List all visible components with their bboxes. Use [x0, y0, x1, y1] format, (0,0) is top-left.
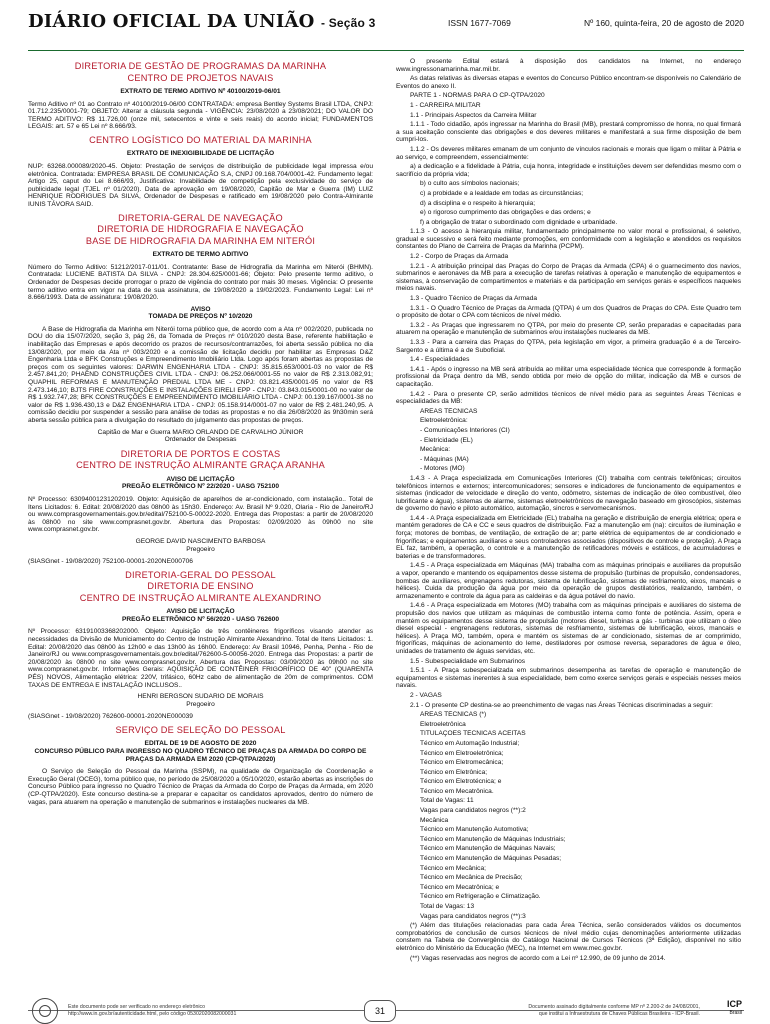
- edital-paragraph: 1.3 - Quadro Técnico de Praças da Armada: [410, 295, 538, 303]
- edital-paragraph: 1.4.4 - A Praça especializada em Eletricidade (EL) trabalha na geração e distribuição de energia elétrica; opera e mantém geradores de CA e CC e seus quadros de distribuição. Faz a manutenção em (na): circuitos de iluminação e força; motores de bombas, de ventilação, de extração de ar; parte elétrica de equipamentos de ar condicionado e frigoríficas; e equipamentos auxiliares e seus controladores associados (dispositivos de controle e proteção). A Praça EL faz, também, a operação, o controle e a manutenção de retificadores móveis e estáticos, de acumuladores e baterias e de transformadores.: [396, 514, 741, 560]
- logo-text: ICP: [726, 999, 742, 1009]
- notice-title: [28, 476, 373, 491]
- notice-text: Nº Processo: 63191003368202000. Objeto: Aquisição de três contêineres frigoríficos visando atender as necessidades da Divisão de Municiamento do Centro de Instrução Almirante Alexandrino. Total de Itens Licitados: 1. Edital: 20/08/2020 das 08h00 às 12h00 e das 13h00 às 16h00. Endereço: Av Brasil 10946, Penha, Penha - Rio de Janeiro/RJ ou www.comprasgovernamentais.gov.br/edital/762600-5-00056-2020. Entrega das Propostas: a partir de 20/08/2020 às 08h00 no site www.comprasnet.gov.br. Abertura das Propostas: 03/09/2020 às 09h00 no site www.comprasnet.gov.br. Informações Gerais: AQUISIÇÃO DE CONTÊINER FRIGORÍFICO DE 40" (QUARENTA PÉS) NOVOS, Alimentação elétrica: 220V, trifásico, 60Hz cabo de alimentação de 20m de comprimentos. COM TAXAS DE ENTREGA E INSTALAÇÃO INCLUSOS..: [28, 628, 373, 689]
- block-ciaga: [28, 449, 373, 566]
- org-heading: [28, 449, 373, 472]
- block-bhmn: [28, 213, 373, 302]
- edital-paragraph: Técnico em Manutenção de Máquinas Navais;: [420, 845, 556, 853]
- left-column: [28, 58, 373, 988]
- edital-paragraph: As datas relativas às diversas etapas e eventos do Concurso Público encontram-se disponíveis no Calendário de Eventos do anexo II.: [396, 75, 741, 90]
- title-line: PREGÃO ELETRÔNICO Nº 56/2020 - UASG 762600: [121, 615, 280, 623]
- edital-paragraph: Técnico em Mecânica de Precisão;: [420, 874, 523, 882]
- edital-paragraph: 1.4 - Especialidades: [410, 356, 470, 364]
- edital-paragraph: O presente Edital estará à disposição dos candidatos na Internet, no endereço www.ingressonamarinha.mar.mil.br.: [396, 58, 741, 73]
- edital-paragraph: f) a obrigação de tratar o subordinado com dignidade e urbanidade.: [420, 218, 618, 226]
- edital-paragraph: - Máquinas (MA): [420, 455, 469, 463]
- notice-title: EXTRATO DE TERMO ADITIVO: [152, 251, 249, 259]
- edital-paragraph: Mecânica: [420, 816, 449, 824]
- edital-paragraph: Técnico em Mecatrônica.: [420, 787, 494, 795]
- org-heading: [28, 213, 373, 248]
- edital-paragraph: a) a dedicação e a fidelidade à Pátria, cuja honra, integridade e instituições devem ser defendidas mesmo com o sacrifício da própria vida;: [396, 163, 741, 178]
- edital-paragraph: - Comunicações Interiores (CI): [420, 426, 510, 434]
- org-heading: SERVIÇO DE SELEÇÃO DO PESSOAL: [115, 724, 286, 735]
- edital-paragraph: Técnico em Eletrotécnica; e: [420, 778, 502, 786]
- edital-paragraph: Técnico em Manutenção de Máquinas Pesadas;: [420, 855, 562, 863]
- edital-paragraph: ÁREAS TÉCNICAS (*): [420, 711, 487, 719]
- edital-paragraph: 1.5 - Subespecialidade em Submarinos: [410, 657, 526, 665]
- block-ciaa: [28, 570, 373, 721]
- edital-paragraph: 2.1 - O presente CP destina-se ao preenchimento de vagas nas Áreas Técnicas discriminadas a seguir:: [410, 701, 713, 709]
- edital-paragraph: Técnico em Eletrônica;: [420, 768, 488, 776]
- edital-paragraph: 1.4.2 - Para o presente CP, serão admitidos técnicos de nível médio para as seguintes Áreas Técnicas e especialidades da MB:: [396, 390, 741, 406]
- notice-text: A Base de Hidrografia da Marinha em Niterói torna público que, de acordo com a Ata nº 002/2020, publicada no DOU do dia 15/07/2020, seção 3, pág 26, da Tomada de Preços nº 010/2020 desta Base, referente habilitação e inabilitação das Empresas e após decorrido os prazos de recursos/contrarrazões, foi aberta sessão pública no dia 13/08/2020, por meio da Ata nº 003/2020 e a comissão de licitação decidiu por habilitar as Empresas D&Z Engenharia Ltda e BFK Construções e Empreendimento Imobiliário Ltda. Logo após foram abertas as propostas de preços com os seguintes valores: DARWIN ENGENHARIA LTDA - CNPJ: 35.815.653/0001-03 no valor de R$ 2.457.841,20; PHAEND CONSTRUÇÕES CIVIL LTDA - CNPJ: 06.252.066/0001-55 no valor de R$ 2.313.082,91; QUAPHIL REFORMAS E MANUTENÇÃO PREDIAL LTDA ME - CNPJ: 03.821.435/0001-95 no valor de R$ 2.473.146,10; BJTS FIRE CONSTRUÇÕES E INSTALAÇÕES EIRELI EPP - CNPJ: 03.843.015/0001-00 no valor de R$ 1.932.747,28; BFK CONSTRUÇÕES E EMPREENDIMENTO IMOBILIÁRIO LTDA - CNPJ: 00.139.167/0001-38 no valor de R$ 1.936.430,13 e D&Z ENGENHARIA LTDA - CNPJ: 05.158.914/0001-07 no valor de R$ 2.481.240,95. A comissão decidiu por suspender a sessão para análise de todas as propostas e no dia 26/08/2020 às 9h30min será aberta sessão pública para a divulgação do resultado do julgamento das propostas de preços.: [28, 325, 373, 424]
- signer-role: Ordenador de Despesas: [164, 436, 237, 444]
- edital-paragraph: 1.1.1 - Todo cidadão, após ingressar na Marinha do Brasil (MB), prestará compromisso de honra, no qual firmará a sua aceitação consciente das obrigações e dos deveres militares e manifestará a sua firme disposição de bem cumpri-los.: [396, 121, 741, 144]
- footer-verification: [68, 1004, 236, 1017]
- edital-paragraph: 1.2.1 - A atribuição principal das Praças do Corpo de Praças da Armada (CPA) é o guarnecimento dos navios, submarinos e aeronaves da MB para a execução de tarefas relativas à operação e manutenção de equipamentos e sistemas, à conservação de compartimentos e materiais e da participação em serviços gerais e específicos naqueles meios navais.: [396, 262, 741, 293]
- masthead: [28, 11, 375, 32]
- title-line: PREGÃO ELETRÔNICO Nº 22/2020 - UASG 752100: [121, 483, 280, 491]
- edital-paragraph: 1.5.1 - A Praça subespecializada em submarinos desempenha as tarefas de operação e manutenção de equipamentos e sistemas inerentes à sua especialidade, bem como exerce serviços gerais e especiais nesses meios navais.: [396, 667, 741, 690]
- block-sspm: [28, 725, 373, 806]
- edital-paragraph: 1.3.3 - Para a carreira das Praças do QTPA, pela legislação em vigor, a primeira graduação é a de Terceiro-Sargento e a última é a de Suboficial.: [396, 339, 741, 354]
- edital-paragraph: Mecânica:: [420, 446, 451, 454]
- footer-text: Documento assinado digitalmente conforme MP nº 2.200-2 de 24/08/2001,: [528, 1004, 700, 1010]
- org-line: BASE DE HIDROGRAFIA DA MARINHA EM NITERÓI: [85, 235, 316, 246]
- block-clmm: [28, 135, 373, 209]
- edital-paragraph: - Eletricidade (EL): [420, 436, 473, 444]
- edital-paragraph: (**) Vagas reservadas aos negros de acordo com a Lei nº 12.990, de 09 junho de 2014.: [410, 954, 666, 962]
- edital-paragraph: Total de Vagas: 11: [420, 797, 474, 805]
- edital-paragraph: 1.1.3 - O acesso à hierarquia militar, fundamentado principalmente no valor moral e profissional, é seletivo, gradual e sucessivo e será feito mediante promoções, em conformidade com a legislação e atendidos os requisitos constantes do Plano de Carreira de Praças da Marinha (PCPM).: [396, 228, 741, 251]
- notice-title: [28, 608, 373, 623]
- edital-paragraph: Técnico em Mecatrônica; e: [420, 883, 500, 891]
- signer-name: Capitão de Mar e Guerra MARIO ORLANDO DE CARVALHO JÚNIOR: [97, 428, 304, 436]
- title-line: TOMADA DE PREÇOS Nº 10/2020: [148, 313, 253, 321]
- org-line: DIRETORIA DE HIDROGRAFIA E NAVEGAÇÃO: [97, 224, 304, 235]
- issn: ISSN 1677-7069: [448, 18, 511, 28]
- edital-paragraph: Técnico em Manutenção Automotiva;: [420, 826, 529, 834]
- page-header: [28, 8, 744, 51]
- signer-name: HENRI BERGSON SUDARIO DE MORAIS: [137, 693, 264, 701]
- masthead-section: - Seção 3: [320, 16, 376, 30]
- edital-paragraph: Total de Vagas: 13: [420, 903, 475, 910]
- block-cpn: [28, 61, 373, 131]
- edital-paragraph: e) o rigoroso cumprimento das obrigações e das ordens; e: [420, 209, 591, 217]
- page-footer: [28, 1000, 744, 1022]
- icp-brasil-logo: [727, 1000, 742, 1018]
- edital-paragraph: - Motores (MO): [420, 465, 465, 473]
- edital-paragraph: 1.3.1 - O Quadro Técnico de Praças da Armada (QTPA) é um dos Quadros de Praças do CPA. Este Quadro tem o propósito de dotar o CPA com técnicos de nível médio.: [396, 304, 741, 320]
- edital-paragraph: Técnico em Automação Industrial;: [420, 739, 520, 747]
- edital-paragraph: (*) Além das titulações relacionadas para cada Área Técnica, serão considerados válidos os documentos comprobatórios de conclusão de cursos técnicos de nível médio cujas denominações anteriormente utilizadas constem na Tabela de Convergência do Catálogo Nacional de Cursos Técnicos (3ª Edição), disponível no sítio eletrônico do Ministério da Educação (MEC), na Internet em www.mec.gov.br.: [396, 922, 741, 952]
- footer-signature-note: [528, 1004, 700, 1017]
- org-line: DIRETORIA DE GESTÃO DE PROGRAMAS DA MARINHA: [74, 61, 327, 71]
- edital-paragraph: 1.4.3 - A Praça especializada em Comunicações Interiores (CI) trabalha com centrais telefônicas; circuitos telefônicos internos e externos; intercomunicadores; sensores e indicadores de funcionamento de equipamentos e sistemas (indicador de velocidade e direção do vento, odômetro, sistemas de indicação de óleo combustível, óleo lubrificante e água), sistemas de alarme, sistemas eletroeletrônicos de navegação baseado em giroscópios, sistemas de governo do navio e piloto automático, automação, sincros e servomecanismos.: [396, 474, 741, 513]
- title-line: AVISO DE LICITAÇÃO: [166, 475, 235, 483]
- edital-paragraph: ÁREAS TÉCNICAS: [420, 407, 478, 415]
- edital-paragraph: TITULAÇÕES TÉCNICAS ACEITAS: [420, 730, 526, 738]
- signer-name: GEORGE DAVID NASCIMENTO BARBOSA: [135, 537, 266, 545]
- title-line: AVISO DE LICITAÇÃO: [166, 608, 235, 616]
- edital-paragraph: Eletroeletrônica:: [420, 417, 468, 425]
- org-line: CENTRO DE INSTRUÇÃO ALMIRANTE ALEXANDRINO: [79, 592, 322, 603]
- title-line: AVISO: [190, 305, 211, 313]
- edital-paragraph: Eletroeletrônica: [420, 720, 466, 728]
- page-number: 31: [364, 1000, 396, 1022]
- org-line: DIRETORIA-GERAL DE NAVEGAÇÃO: [118, 212, 283, 223]
- edital-paragraph: Vagas para candidatos negros (**):3: [420, 912, 526, 920]
- notice-text: Termo Aditivo nº 01 ao Contrato nº 40100/2019-06/00 CONTRATADA: empresa Bentley Systems Brasil LTDA, CNPJ: 01.712.235/0001-79; OBJETO: Alterar a cláusula segunda - VIGÊNCIA: 23/08/2020 a 23/08/2021; DO VALOR DO TERMO ADITIVO: R$ 11.726,00 (onze mil, setecentos e vinte e seis reais) do acordo inicial; FUNDAMENTOS LEGAIS: art. 57 e 65 Lei nº 8.666/93.: [28, 100, 373, 131]
- org-heading: [28, 570, 373, 605]
- edital-paragraph: Técnico em Mecânica;: [420, 864, 486, 872]
- edital-paragraph: c) a probidade e a lealdade em todas as circunstâncias;: [420, 189, 584, 197]
- org-line: DIRETORIA DE PORTOS E COSTAS: [120, 448, 281, 459]
- footer-text: Este documento pode ser verificado no endereço eletrônico: [68, 1004, 205, 1010]
- notice-title: EXTRATO DE TERMO ADITIVO Nº 40100/2019-06/01: [120, 88, 281, 95]
- block-tomada-precos: [28, 306, 373, 444]
- logo-subtext: Brasil: [729, 1010, 742, 1016]
- edital-paragraph: 1.2 - Corpo de Praças da Armada: [410, 253, 509, 261]
- signature: [28, 429, 373, 444]
- edital-paragraph: 1.4.6 - A Praça especializada em Motores (MO) trabalha com as máquinas principais e auxiliares do sistema de propulsão dos navios que utilizam as máquinas de combustão interna como fonte de potência. Assim, opera e mantém os equipamentos desse sistema de propulsão (motores diesel, turbinas a gás - turbinas que utilizam o óleo diesel especial - engrenagens redutoras, sistemas de resfriamento, sistemas de lubrificação, eixos, mancais e hélices). A Praça MO, também, opera e mantém os sistemas de ar condicionado, sistemas de ar comprimido, frigoríficas, máquinas de acionamento do leme, destiladores por osmose reversa, separadores de água e óleo, unidades de tratamento de águas servidas, etc.: [396, 602, 741, 655]
- edital-paragraph: 1.1.2 - Os deveres militares emanam de um conjunto de vínculos racionais e morais que ligam o militar à Pátria e ao serviço, e compreendem, essencialmente:: [396, 145, 741, 161]
- edital-paragraph: 1.4.1 - Após o ingresso na MB será atribuída ao militar uma especialidade técnica que corresponde à formação profissional da Praça dentro da MB, sendo obtida por meio de opção do militar, indicação da MB e cursos de capacitação.: [396, 365, 741, 388]
- notice-text: Número do Termo Aditivo: 51212/2017-011/01. Contratante: Base de Hidrografia da Marinha em Niterói (BHMN). Contratada: LUCIENE BATISTA DA SILVA - CNPJ: 28.304.625/0001-66; Objeto: Pelo presente termo aditivo, o Ordenador de Despesas decide prorrogar o prazo de vigência do contrato por mais 30 meses. Vigência: O presente termo aditivo entra em vigor na data de sua assinatura, de 19/08/2020 a 19/02/2023. Fundamento Legal: Lei nº 8.666/1993. Data de assinatura: 19/08/2020.: [28, 263, 373, 302]
- siasg-reference: (SIASGnet - 19/08/2020) 752100-00001-2020NE000706: [28, 558, 193, 566]
- notice-title: EXTRATO DE INEXIGIBILIDADE DE LICITAÇÃO: [126, 150, 275, 158]
- org-heading: CENTRO LOGÍSTICO DO MATERIAL DA MARINHA: [89, 134, 312, 145]
- org-heading: [28, 61, 373, 84]
- coat-of-arms-icon: [32, 998, 58, 1024]
- org-line: CENTRO DE INSTRUÇÃO ALMIRANTE GRAÇA ARANHA: [76, 460, 325, 471]
- siasg-reference: (SIASGnet - 19/08/2020) 762600-00001-2020NE000039: [28, 713, 193, 721]
- edital-paragraph: Técnico em Eletroeletrônica;: [420, 749, 504, 757]
- edital-paragraph: 1.4.5 - A Praça especializada em Máquinas (MA) trabalha com as máquinas principais e auxiliares da propulsão a vapor, operando e mantendo os equipamentos desse sistema de propulsão (turbinas de propulsão, condensadores, bombas de auxiliares, engrenagens redutoras, sistema de lubrificação, sistemas de resfriamento, eixos, mancais e hélices). Cuida da produção da água por meio da operação de grupos destilatórios, realizando, também, o armazenamento e controle da água para as caldeiras e da água potável do navio.: [396, 562, 741, 600]
- edital-paragraph: 2 - VAGAS: [410, 691, 442, 699]
- edital-paragraph: 1 - CARREIRA MILITAR: [410, 101, 481, 109]
- edital-paragraph: Vagas para candidatos negros (**):2: [420, 807, 526, 815]
- notice-title: [28, 740, 373, 763]
- edital-paragraph: 1.1 - Principais Aspectos da Carreira Militar: [410, 111, 537, 119]
- masthead-title: DIÁRIO OFICIAL DA UNIÃO: [28, 11, 315, 32]
- notice-text: NUP: 63268.000089/2020-45. Objeto: Prestação de serviços de distribuição de publicidade legal impressa e/ou eletrônica. Contratada: EMPRESA BRASIL DE COMUNICAÇÃO S.A, CNPJ 09.168.704/0001-42. Fundamento legal: Artigo 25, caput do Lei 8.666/93, Justificativa: Invabilidade de competição pela exclusividade do serviço de publicidade legal (TJEL nº 01/2020). Data de aprovação em 19/08/2020, Capitão de Mar e Guerra (IM) LUIZ HENRIQUE RODRIGUES DA SILVA, Ordenador de Despesas e ratificado em 19/08/2020 pelo Contra-Almirante IUNIS TÁVORA SAID.: [28, 163, 373, 209]
- title-line: CONCURSO PÚBLICO PARA INGRESSO NO QUADRO TÉCNICO DE PRAÇAS DA ARMADA DO CORPO DE PRAÇAS DA ARMADA EM 2020 (CP-QTPA/2020): [34, 748, 367, 763]
- signature: [28, 693, 373, 708]
- footer-text: http://www.in.gov.br/autenticidade.html, pelo código 05302020082000031: [68, 1010, 237, 1017]
- notice-title: [28, 306, 373, 321]
- footer-text: que institui a Infraestrutura de Chaves Públicas Brasileira - ICP-Brasil.: [538, 1010, 700, 1017]
- edital-paragraph: d) a disciplina e o respeito à hierarquia;: [420, 199, 536, 207]
- signature: [28, 538, 373, 553]
- title-line: EDITAL DE 19 DE AGOSTO DE 2020: [144, 740, 257, 748]
- right-column: [396, 58, 741, 988]
- signer-role: Pregoeiro: [186, 700, 215, 708]
- org-line: CENTRO DE PROJETOS NAVAIS: [127, 72, 274, 83]
- edital-paragraph: Técnico em Refrigeração e Climatização.: [420, 893, 541, 901]
- edital-paragraph: PARTE 1 - NORMAS PARA O CP-QTPA/2020: [410, 92, 545, 100]
- signer-role: Pregoeiro: [186, 545, 215, 553]
- edition-info: Nº 160, quinta-feira, 20 de agosto de 2020: [584, 18, 744, 28]
- edital-paragraph: 1.3.2 - As Praças que ingressarem no QTPA, por meio do presente CP, serão preparadas e capacitadas para atuarem na operação e manutenção de submarinos e/ou instalações nucleares da MB.: [396, 321, 741, 337]
- edital-paragraph: Técnico em Eletromecânica;: [420, 759, 504, 767]
- edital-paragraph: Técnico em Manutenção de Máquinas Industriais;: [420, 835, 566, 843]
- edital-paragraph: b) o culto aos símbolos nacionais;: [420, 180, 520, 188]
- notice-text: O Serviço de Seleção do Pessoal da Marinha (SSPM), na qualidade de Organização de Coordenação e Execução Geral (OCEG), torna público que, no período de 25/08/2020 a 05/10/2020, estarão abertas as inscrições do Concurso Público para ingresso no Quadro Técnico de Praças da Armada do Corpo de Praças da Armada, em 2020 (CP-QTPA/2020). Este concurso destina-se a preparar e capacitar os candidatos aprovados, dentro do número de vagas, para atuarem na operação e manutenção de submarinos e instalações nucleares da MB.: [28, 768, 373, 806]
- org-line: DIRETORIA DE ENSINO: [147, 581, 254, 592]
- org-line: DIRETORIA-GERAL DO PESSOAL: [125, 569, 276, 580]
- notice-text: Nº Processo: 63094001231202019. Objeto: Aquisição de aparelhos de ar-condicionado, com instalação.. Total de Itens Licitados: 6. Edital: 20/08/2020 das 08h00 às 15h30. Endereço: Av. Brasil Nº 9.020, Olaria - Rio de Janeiro/RJ ou www.comprasgovernamentais.gov.br/edital/752100-5-00022-2020. Entrega das Propostas: a partir de 20/08/2020 às 08h00 no site www.comprasnet.gov.br. Abertura das Propostas: 02/09/2020 às 09h00 no site www.comprasnet.gov.br.: [28, 495, 373, 534]
